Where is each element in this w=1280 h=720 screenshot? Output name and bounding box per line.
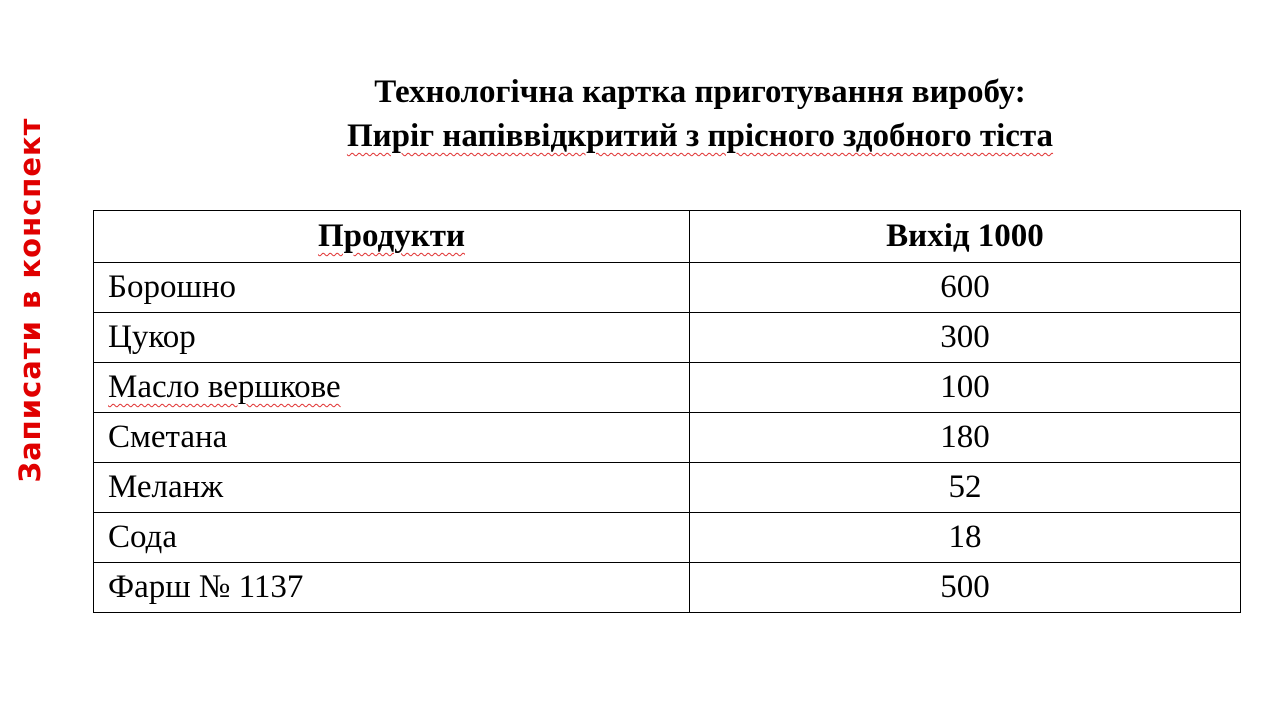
header-product-label: Продукти [317,218,465,254]
title-line-2: Пиріг напіввідкритий з прісного здобного тіста [346,118,1054,154]
product-cell: Меланж [94,463,690,513]
qty-cell: 100 [690,363,1241,413]
product-cell [94,363,690,413]
qty-cell: 300 [690,313,1241,363]
table-row [94,313,1241,363]
qty-cell: 52 [690,463,1241,513]
header-product [94,211,690,263]
product-cell: Сода [94,513,690,563]
header-output-label: Вихід 1000 [886,218,1044,254]
qty-cell: 180 [690,413,1241,463]
product-cell: Цукор [94,313,690,363]
qty-cell: 18 [690,513,1241,563]
header-output [690,211,1241,263]
table-header-row [94,211,1241,263]
qty-cell: 500 [690,563,1241,613]
title-block [300,70,1100,158]
side-note-text: Записати в конспект [13,117,47,483]
qty-cell: 600 [690,263,1241,313]
table-row [94,263,1241,313]
product-cell-text: Масло вершкове [108,369,341,405]
product-cell: Борошно [94,263,690,313]
product-cell: Сметана [94,413,690,463]
title-line-1: Технологічна картка приготування виробу: [374,74,1026,110]
product-cell: Фарш № 1137 [94,563,690,613]
table-row [94,413,1241,463]
table-row [94,513,1241,563]
table-row [94,363,1241,413]
table-row [94,463,1241,513]
table-row [94,563,1241,613]
recipe-table [93,210,1241,613]
